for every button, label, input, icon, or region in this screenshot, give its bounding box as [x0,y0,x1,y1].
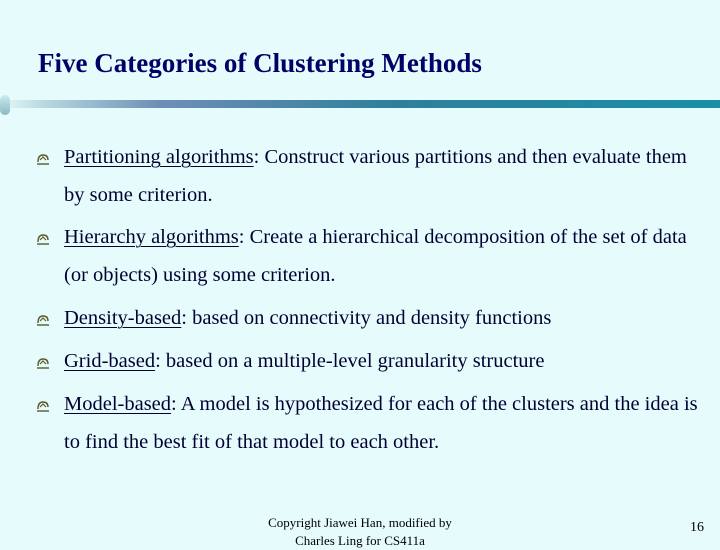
bullet-term: Grid-based [64,350,156,372]
bullet-item [64,139,704,214]
curved-arrow-bullet-icon [36,356,50,370]
bullet-term: Partitioning algorithms [64,146,254,168]
bullet-term: Model-based [64,393,172,415]
divider-knob [0,95,10,115]
curved-arrow-bullet-icon [36,399,50,413]
bullet-description: : based on a multiple-level granularity structure [155,350,545,372]
bullet-item [64,343,704,381]
title-divider [0,100,720,108]
curved-arrow-bullet-icon [36,232,50,246]
bullet-term: Hierarchy algorithms [64,226,239,248]
slide-footer: Copyright Jiawei Han, modified by Charles Ling for CS411a [268,515,452,548]
bullet-item [64,386,704,461]
bullet-description: : Construct various partitions and then evaluate them by some criterion. [64,146,687,206]
bullet-description: : Create a hierarchical decomposition of the set of data (or objects) using some criterion. [64,226,687,286]
slide-title: Five Categories of Clustering Methods [38,48,482,78]
bullet-description: : based on connectivity and density functions [181,307,552,329]
bullet-item [64,300,704,338]
curved-arrow-bullet-icon [36,152,50,166]
page-number: 16 [690,520,704,535]
bullet-description: : A model is hypothesized for each of the clusters and the idea is to find the best fit of that model to each other. [64,393,698,453]
bullet-item [64,219,704,294]
curved-arrow-bullet-icon [36,313,50,327]
bullet-term: Density-based [64,307,182,329]
